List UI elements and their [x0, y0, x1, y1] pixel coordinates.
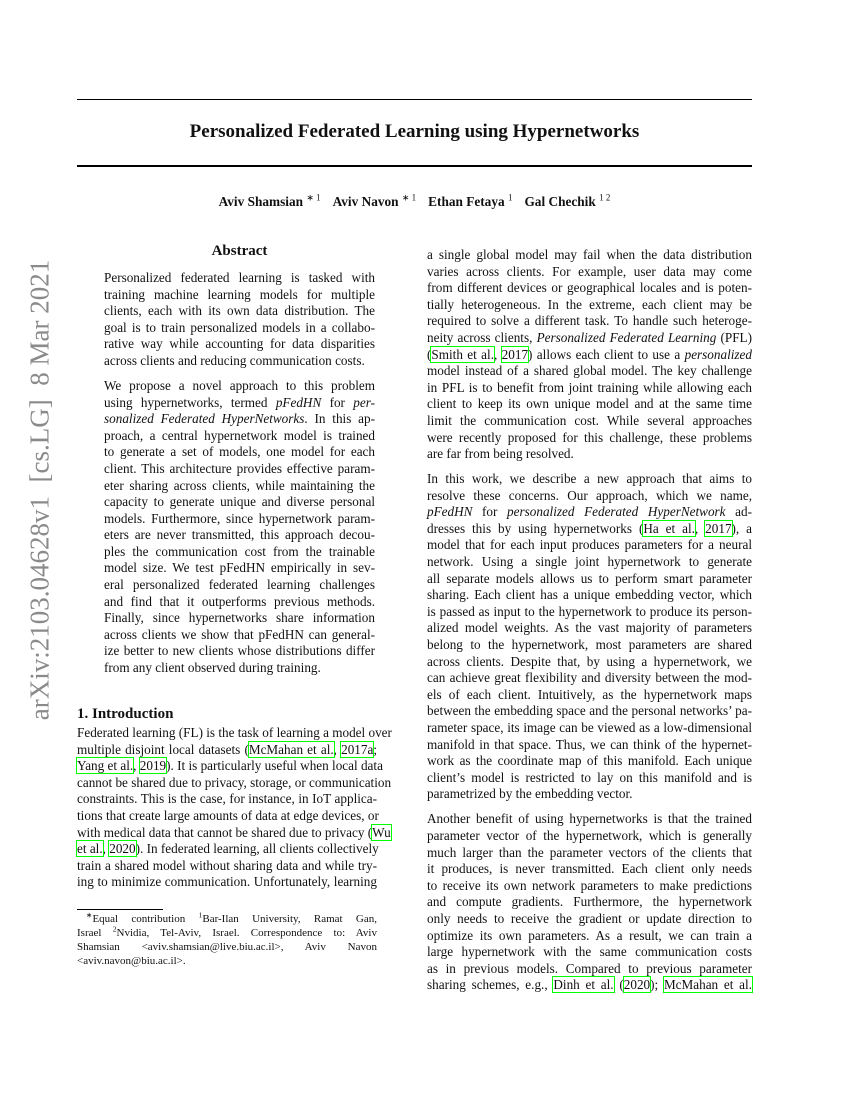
- text-span: required to solve a different task. To handle such heteroge-: [427, 313, 752, 329]
- text-span: constraints. This is the case, for instance, in IoT applica-: [77, 791, 377, 807]
- text-line: [104, 411, 375, 428]
- citation-link[interactable]: 2019: [139, 758, 167, 774]
- text-line: [77, 791, 377, 808]
- citation-link[interactable]: et al.: [77, 841, 103, 857]
- text-span: Nvidia, Tel-Aviv, Israel. Correspondence to: Aviv: [116, 927, 377, 939]
- text-line: [427, 363, 752, 380]
- text-line: [427, 670, 752, 687]
- text-span: as in previous models. Compared to previous parameter: [427, 960, 752, 976]
- text-span: tions that create large amounts of data at edge devices, or: [77, 807, 379, 823]
- text-span: ad-: [725, 504, 752, 520]
- text-span: parameter vector of the hypernetwork, which is generally: [427, 827, 752, 843]
- text-line: [77, 758, 383, 775]
- text-span: training machine learning models for multiple: [104, 286, 375, 302]
- text-line: [427, 828, 752, 845]
- text-line: [104, 461, 375, 478]
- text-span: ing to minimize communication. Unfortunately, learning: [77, 874, 377, 890]
- author: [428, 194, 512, 209]
- text-line: [427, 330, 752, 347]
- author-name: Ethan Fetaya: [428, 194, 505, 209]
- text-span: els of each client. Intuitively, as the hypernetwork maps: [427, 686, 752, 702]
- text-line: [104, 511, 375, 528]
- text-line: [427, 396, 752, 413]
- text-span: We propose a novel approach to this problem: [104, 377, 375, 393]
- text-span: belong to the hypernetwork, most parameters are shared: [427, 637, 752, 653]
- citation-link[interactable]: 2020: [623, 977, 651, 993]
- text-span: (: [427, 346, 432, 362]
- text-line: [427, 703, 752, 720]
- text-line: [104, 353, 375, 370]
- text-line: [104, 270, 375, 287]
- text-span: (PFL): [716, 329, 753, 345]
- author-name: Aviv Shamsian: [218, 194, 304, 209]
- text-span: sharing schemes, e.g.,: [427, 977, 554, 993]
- text-line: [77, 912, 377, 926]
- text-span: across clients we show that pFedHN can general-: [104, 626, 375, 642]
- text-line: [77, 742, 377, 759]
- text-line: [77, 824, 391, 842]
- citation-link[interactable]: 2017: [705, 520, 732, 536]
- text-line: [427, 347, 752, 364]
- text-span: optimize its own parameters. As a result, we can train a: [427, 927, 752, 943]
- text-span: work as the coordinate map of this manifold. Each unique: [427, 753, 752, 769]
- text-line: [104, 320, 375, 337]
- text-span: );: [650, 977, 664, 993]
- text-line: [104, 527, 375, 544]
- text-span: network. Using a single joint hypernetwork to generate: [427, 554, 752, 570]
- text-line: [104, 494, 375, 511]
- text-span: only needs to receive the gradient or update direction to: [427, 910, 752, 926]
- footnote: [77, 912, 377, 968]
- text-span: proach, a central hypernetwork model is trained: [104, 427, 375, 443]
- text-span: train a shared model without sharing data and while try-: [77, 857, 377, 873]
- text-span: ). It is particularly useful when local data: [166, 758, 383, 774]
- text-line: [427, 537, 752, 554]
- text-span: model instead of a shared global model. The key challenge: [427, 363, 752, 379]
- text-span: it produces, is never transmitted. Each client only needs: [427, 861, 752, 877]
- text-span: ize better to new clients whose distributions differ: [104, 643, 375, 659]
- text-span: client to keep its own unique model and at the same time: [427, 396, 752, 412]
- text-line: [427, 620, 752, 637]
- text-line: [427, 380, 752, 397]
- right-column-body: [427, 247, 752, 994]
- text-line: [427, 911, 752, 928]
- superscript: ∗: [86, 910, 93, 920]
- author: [524, 194, 610, 209]
- text-line: [427, 811, 752, 828]
- text-line: [427, 928, 752, 945]
- paragraph: [427, 811, 752, 994]
- citation-link[interactable]: Ha et al.: [643, 520, 695, 536]
- text-span: . In this ap-: [304, 411, 375, 427]
- italic-text: sonalized Federated HyperNetworks: [104, 411, 305, 427]
- text-span: eral personalized federated learning challenges: [104, 577, 375, 593]
- citation-link[interactable]: 2020: [109, 841, 136, 857]
- text-span: large hypernetwork with the same communication costs: [427, 944, 752, 960]
- text-span: cannot be shared due to privacy, storage, or communication: [77, 774, 392, 790]
- text-line: [77, 808, 377, 825]
- text-span: and compute gradients. Furthermore, the hypernetwork: [427, 894, 752, 910]
- text-line: [104, 627, 375, 644]
- text-line: [104, 303, 375, 320]
- text-line: [427, 488, 752, 505]
- text-span: Another benefit of using hypernetworks is that the trained: [427, 811, 752, 827]
- text-span: goal is to train personalized models in a collabo-: [104, 319, 375, 335]
- text-span: rative way while accounting for data disparities: [104, 336, 375, 352]
- superscript: 1: [198, 910, 203, 920]
- text-line: [427, 786, 752, 803]
- citation-link[interactable]: Wu: [372, 824, 391, 840]
- text-span: manifold in that space. Thus, we can think of the hypernet-: [427, 736, 752, 752]
- citation-link[interactable]: Dinh et al.: [553, 977, 614, 993]
- text-span: across clients. Despite that, by using a hypernetwork, we: [427, 653, 752, 669]
- text-span: ,: [133, 758, 140, 774]
- text-span: and find that it outperforms previous methods.: [104, 593, 375, 609]
- text-span: rameter space, its image can be viewed as a low-dimensional: [427, 720, 752, 736]
- italic-text: pFedHN: [427, 504, 473, 520]
- citation-link[interactable]: McMahan et al.: [248, 741, 334, 757]
- text-span: Israel: [77, 927, 113, 939]
- text-span: dresses this by using hypernetworks (: [427, 520, 644, 536]
- text-line: [77, 858, 377, 875]
- text-span: ) allows each client to use a: [528, 346, 685, 362]
- paper-title: Personalized Federated Learning using Hypernetworks: [189, 121, 640, 142]
- citation-link[interactable]: Yang et al.: [77, 758, 134, 774]
- citation-link[interactable]: 2017: [501, 346, 529, 362]
- paragraph: [104, 378, 375, 677]
- italic-text: personalized: [684, 346, 752, 362]
- text-line: [427, 413, 752, 430]
- text-span: eters are never transmitted, this approach decou-: [104, 527, 375, 543]
- text-span: using hypernetworks, termed: [104, 394, 276, 410]
- italic-text: per-: [353, 394, 375, 410]
- italic-text: pFedHN: [275, 394, 322, 410]
- text-line: [104, 594, 375, 611]
- text-span: Finally, since hypernetworks share information: [104, 610, 375, 626]
- text-span: from any client observed during training.: [104, 660, 321, 676]
- text-line: [104, 577, 375, 594]
- author-name: Aviv Navon: [332, 194, 399, 209]
- italic-text: Personalized Federated Learning: [536, 329, 717, 345]
- text-line: [427, 637, 752, 654]
- text-line: [104, 287, 375, 304]
- text-span: from different devices or geographical locales and is poten-: [427, 280, 752, 296]
- author-affiliation-mark: ∗ 1: [306, 192, 321, 203]
- text-line: [427, 737, 752, 754]
- text-span: multiple disjoint local datasets (: [77, 741, 249, 757]
- text-line: [427, 280, 752, 297]
- text-span: <aviv.navon@biu.ac.il>.: [77, 955, 186, 967]
- text-line: [427, 313, 752, 330]
- text-span: ). In federated learning, all clients collectively: [135, 841, 379, 857]
- author: [219, 194, 321, 209]
- text-span: for: [321, 394, 354, 410]
- text-line: [427, 753, 752, 770]
- paragraph: [104, 270, 375, 370]
- text-span: Equal contribution: [92, 913, 199, 925]
- paragraph: [77, 725, 392, 891]
- text-line: [427, 654, 752, 671]
- text-line: [427, 446, 752, 463]
- text-span: with medical data that cannot be shared due to privacy (: [77, 824, 373, 840]
- text-span: alized model weights. As the vast majority of parameters: [427, 620, 752, 636]
- text-line: [104, 660, 375, 677]
- text-line: [427, 297, 752, 314]
- text-line: [104, 395, 375, 412]
- text-line: [427, 845, 752, 862]
- text-span: ,: [694, 520, 706, 536]
- text-line: [427, 861, 752, 878]
- text-span: client’s model is restricted to lay on this manifold and is: [427, 769, 752, 785]
- text-line: [427, 264, 752, 281]
- text-line: [104, 544, 375, 561]
- text-line: [427, 687, 752, 704]
- citation-link[interactable]: 2017a: [341, 741, 374, 757]
- text-line: [427, 720, 752, 737]
- text-line: [77, 940, 377, 954]
- text-line: [77, 954, 377, 968]
- text-span: capacity to generate unique and diverse personal: [104, 494, 375, 510]
- text-line: [427, 770, 752, 787]
- text-line: [427, 587, 752, 604]
- text-span: a single global model may fail when the data distribution: [427, 247, 752, 262]
- text-span: resolve these concerns. Our approach, which we name,: [427, 487, 752, 503]
- text-line: [427, 878, 752, 895]
- text-line: [77, 841, 377, 858]
- citation-link[interactable]: Smith et al.: [431, 346, 494, 362]
- text-line: [427, 247, 752, 264]
- text-line: [77, 926, 377, 940]
- text-line: [104, 378, 375, 395]
- text-span: ,: [333, 741, 342, 757]
- text-span: ,: [102, 841, 110, 857]
- italic-text: personalized Federated HyperNetwork: [507, 504, 726, 520]
- text-span: between the embedding space and the personal networks’ pa-: [427, 703, 752, 719]
- text-span: sharing. Each client has a unique embedding vector, which: [427, 587, 752, 603]
- text-span: limit the communication cost. While several approaches: [427, 412, 752, 428]
- text-span: can achieve great flexibility and diversity between the mod-: [427, 670, 752, 686]
- text-span: ;: [373, 741, 377, 757]
- text-span: In this work, we describe a new approach that aims to: [427, 471, 752, 487]
- text-line: [427, 471, 752, 488]
- text-span: are far from being resolved.: [427, 446, 574, 462]
- text-span: were recently proposed for this challenge, these problems: [427, 429, 752, 445]
- author-name: Gal Chechik: [524, 194, 596, 209]
- title-rule: [77, 165, 752, 167]
- text-span: ), a: [731, 520, 753, 536]
- text-span: Personalized federated learning is tasked with: [104, 270, 375, 285]
- text-span: model size. We test pFedHN empirically in sev-: [104, 560, 375, 576]
- abstract-heading: Abstract: [211, 243, 268, 259]
- text-span: varies across clients. For example, user data may come: [427, 263, 752, 279]
- text-span: ,: [494, 346, 502, 362]
- text-line: [427, 504, 752, 521]
- text-span: Bar-Ilan University, Ramat Gan,: [202, 913, 377, 925]
- text-line: [427, 521, 752, 538]
- text-span: tially heterogeneous. In the extreme, each client may be: [427, 296, 752, 312]
- text-span: models. Furthermore, since hypernetwork param-: [104, 510, 375, 526]
- text-line: [104, 643, 375, 660]
- text-line: [77, 774, 392, 792]
- abstract-body: [104, 270, 375, 677]
- paragraph: [427, 247, 752, 463]
- text-line: [427, 604, 752, 621]
- text-line: [427, 430, 752, 447]
- text-span: (: [613, 977, 624, 993]
- text-span: neity across clients,: [427, 329, 537, 345]
- text-line: [77, 725, 392, 742]
- top-rule: [77, 99, 752, 100]
- text-line: [427, 961, 752, 978]
- arxiv-stamp: arXiv:2103.04628v1 [cs.LG] 8 Mar 2021: [24, 259, 55, 721]
- text-span: in PFL is to benefit from joint training while allowing each: [427, 379, 752, 395]
- text-span: clients, each with its own data distribution. The: [104, 303, 375, 319]
- text-line: [104, 560, 375, 577]
- text-span: to receive its own network parameters to make predictions: [427, 877, 752, 893]
- author-affiliation-mark: 1: [507, 192, 513, 203]
- author-list: [77, 194, 752, 210]
- text-span: for: [472, 504, 508, 520]
- text-span: parametrized by the embedding vector.: [427, 786, 633, 802]
- text-span: client. This architecture provides effective param-: [104, 460, 375, 476]
- superscript: 2: [112, 924, 117, 934]
- text-line: [104, 478, 375, 495]
- paragraph: [427, 471, 752, 803]
- text-line: [104, 610, 375, 627]
- text-span: Federated learning (FL) is the task of learning a model over: [77, 725, 392, 740]
- introduction-body: [77, 725, 392, 891]
- author: [333, 194, 417, 209]
- introduction-heading: 1. Introduction: [77, 706, 174, 722]
- text-span: Shamsian <aviv.shamsian@live.biu.ac.il>, Aviv Navon: [77, 941, 377, 953]
- text-span: across clients and reducing communication costs.: [104, 352, 365, 368]
- text-line: [427, 977, 752, 994]
- text-line: [427, 571, 752, 588]
- text-line: [104, 428, 375, 445]
- author-affiliation-mark: 1 2: [599, 192, 611, 203]
- text-line: [427, 554, 752, 571]
- text-line: [427, 944, 752, 961]
- text-line: [427, 894, 752, 911]
- text-span: much larger than the parameter vectors of the clients that: [427, 844, 752, 860]
- text-span: to generate a set of models, one model for each: [104, 444, 375, 460]
- text-line: [104, 444, 375, 461]
- text-span: ples the communication cost from the trainable: [104, 543, 375, 559]
- text-span: is passed as input to the hypernetwork to produce its person-: [427, 603, 752, 619]
- text-span: model that for each input produces parameters for a neural: [427, 537, 752, 553]
- text-line: [77, 874, 377, 891]
- text-line: [104, 336, 375, 353]
- text-span: all separate models allows us to perform smart parameter: [427, 570, 752, 586]
- author-affiliation-mark: ∗ 1: [401, 192, 417, 203]
- text-span: eter sharing across clients, while maintaining the: [104, 477, 375, 493]
- citation-link[interactable]: McMahan et al.: [663, 977, 752, 993]
